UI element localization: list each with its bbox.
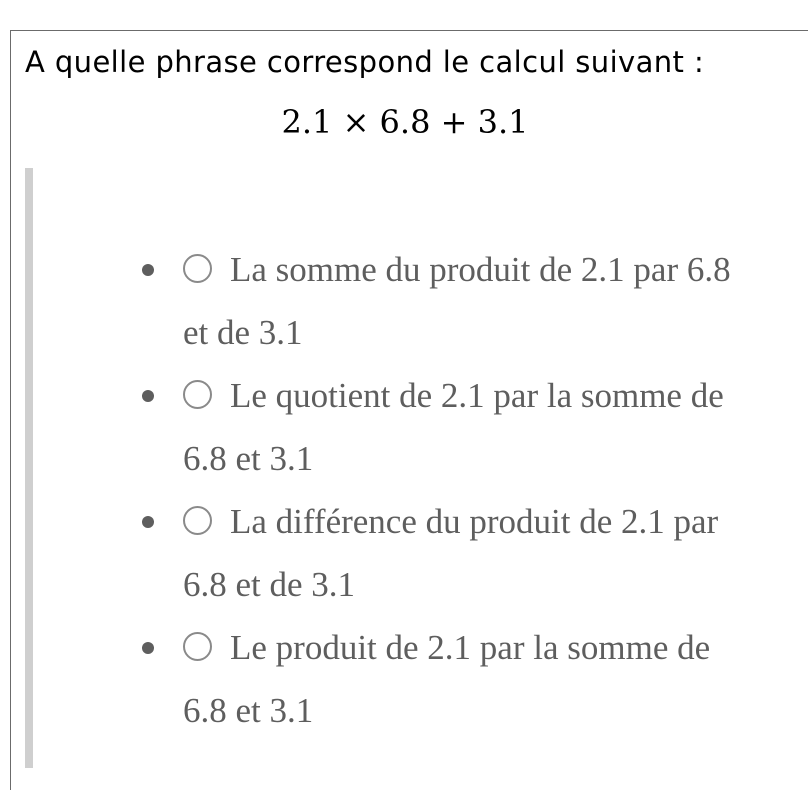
radio-button-icon[interactable] xyxy=(183,380,212,409)
bullet-icon xyxy=(142,390,154,402)
answer-option-1[interactable] xyxy=(142,238,762,364)
blockquote-bar xyxy=(25,168,33,768)
radio-button-icon[interactable] xyxy=(183,506,212,535)
answer-options-list xyxy=(142,238,762,742)
bullet-icon xyxy=(142,516,154,528)
answer-option-label: La différence du produit de 2.1 par 6.8 et de 3.1 xyxy=(183,502,719,604)
radio-button-icon[interactable] xyxy=(183,254,212,283)
answer-option-label: Le produit de 2.1 par la somme de 6.8 et 3.1 xyxy=(183,628,711,730)
answer-option-label: La somme du produit de 2.1 par 6.8 et de 3.1 xyxy=(183,250,731,352)
answer-option-4[interactable] xyxy=(142,616,762,742)
radio-button-icon[interactable] xyxy=(183,632,212,661)
answer-option-2[interactable] xyxy=(142,364,762,490)
bullet-icon xyxy=(142,264,154,276)
bullet-icon xyxy=(142,642,154,654)
calculation-formula: 2.1 × 6.8 + 3.1 xyxy=(281,103,529,141)
question-card xyxy=(10,30,808,790)
answer-option-label: Le quotient de 2.1 par la somme de 6.8 et 3.1 xyxy=(183,376,724,478)
answer-option-3[interactable] xyxy=(142,490,762,616)
question-prompt: A quelle phrase correspond le calcul suivant : xyxy=(25,45,705,79)
